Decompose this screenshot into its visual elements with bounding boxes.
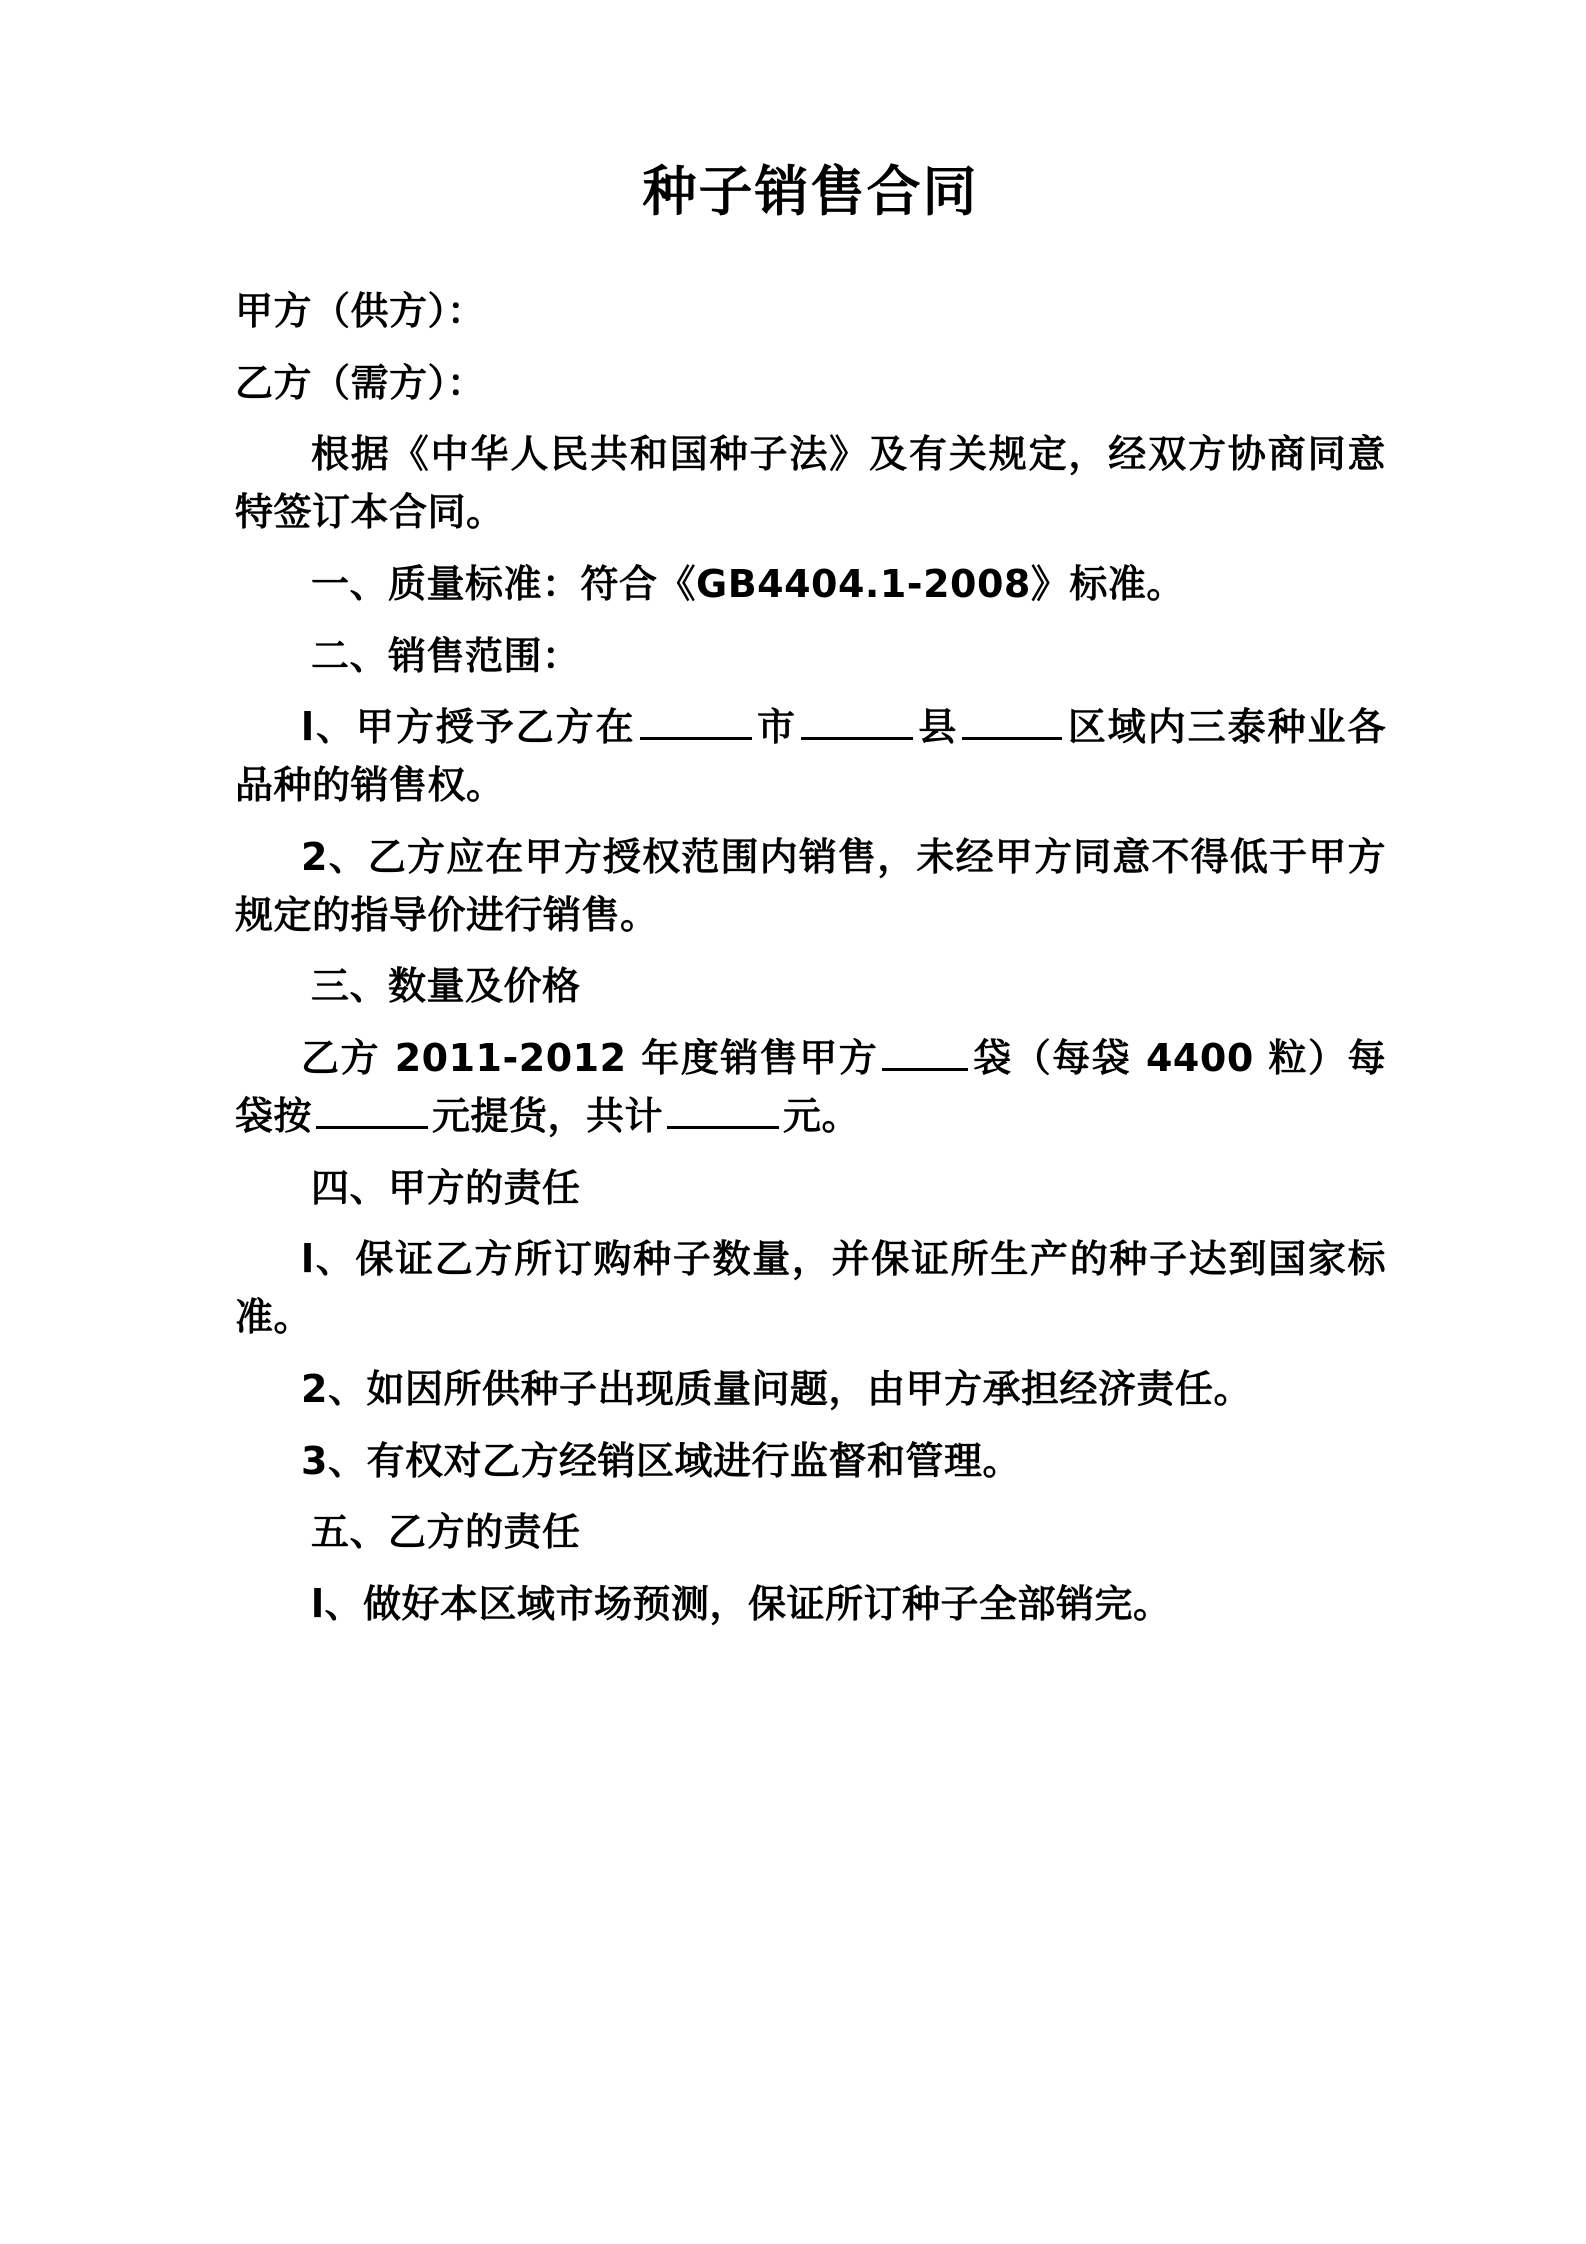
section-2-item-2: 2、乙方应在甲方授权范围内销售，未经甲方同意不得低于甲方规定的指导价进行销售。 bbox=[235, 834, 1386, 937]
section-2-item-1-mid2: 县 bbox=[916, 705, 959, 750]
region-area-blank[interactable] bbox=[962, 703, 1062, 740]
quantity-after-blank3-text: 元。 bbox=[783, 1093, 861, 1138]
section-5-heading: 五、乙方的责任 bbox=[311, 1510, 581, 1555]
unit-price-blank[interactable] bbox=[316, 1092, 428, 1129]
section-4-heading: 四、甲方的责任 bbox=[311, 1165, 581, 1210]
quantity-lead-text: 乙方 2011-2012 年度销售甲方 bbox=[301, 1036, 879, 1081]
total-price-blank[interactable] bbox=[667, 1092, 779, 1129]
party-b-line: 乙方（需方）： bbox=[235, 360, 486, 405]
page-title: 种子销售合同 bbox=[642, 160, 979, 223]
party-a-line: 甲方（供方）： bbox=[235, 288, 486, 333]
section-3-heading: 三、数量及价格 bbox=[311, 964, 581, 1009]
region-county-blank[interactable] bbox=[801, 703, 913, 740]
section-4-item-2: 2、如因所供种子出现质量问题，由甲方承担经济责任。 bbox=[301, 1366, 1252, 1411]
quantity-after-blank-text: 袋（每袋 4400 粒）每袋按 bbox=[235, 1036, 1386, 1138]
section-2-item-1-suffix: 区域内三泰种业各品种的销售权。 bbox=[235, 705, 1386, 808]
section-5-item-1: l、做好本区域市场预测，保证所订种子全部销完。 bbox=[311, 1582, 1172, 1627]
section-3-quantity-line bbox=[235, 1030, 1386, 1146]
section-1-heading: 一、质量标准：符合《GB4404.1-2008》标准。 bbox=[311, 561, 1185, 606]
section-2-item-1-prefix: l、甲方授予乙方在 bbox=[301, 705, 636, 750]
section-4-item-1: l、保证乙方所订购种子数量，并保证所生产的种子达到国家标准。 bbox=[235, 1237, 1386, 1340]
preamble-paragraph: 根据《中华人民共和国种子法》及有关规定，经双方协商同意特签订本合同。 bbox=[235, 432, 1386, 535]
section-2-heading: 二、销售范围： bbox=[311, 633, 581, 678]
section-4-item-3: 3、有权对乙方经销区域进行监督和管理。 bbox=[301, 1438, 1021, 1483]
section-2-item-1 bbox=[235, 699, 1386, 815]
region-city-blank[interactable] bbox=[640, 703, 752, 740]
section-2-item-1-mid1: 市 bbox=[755, 705, 797, 750]
quantity-after-blank2-text: 元提货，共计 bbox=[432, 1093, 664, 1138]
bag-count-blank[interactable] bbox=[882, 1034, 968, 1071]
